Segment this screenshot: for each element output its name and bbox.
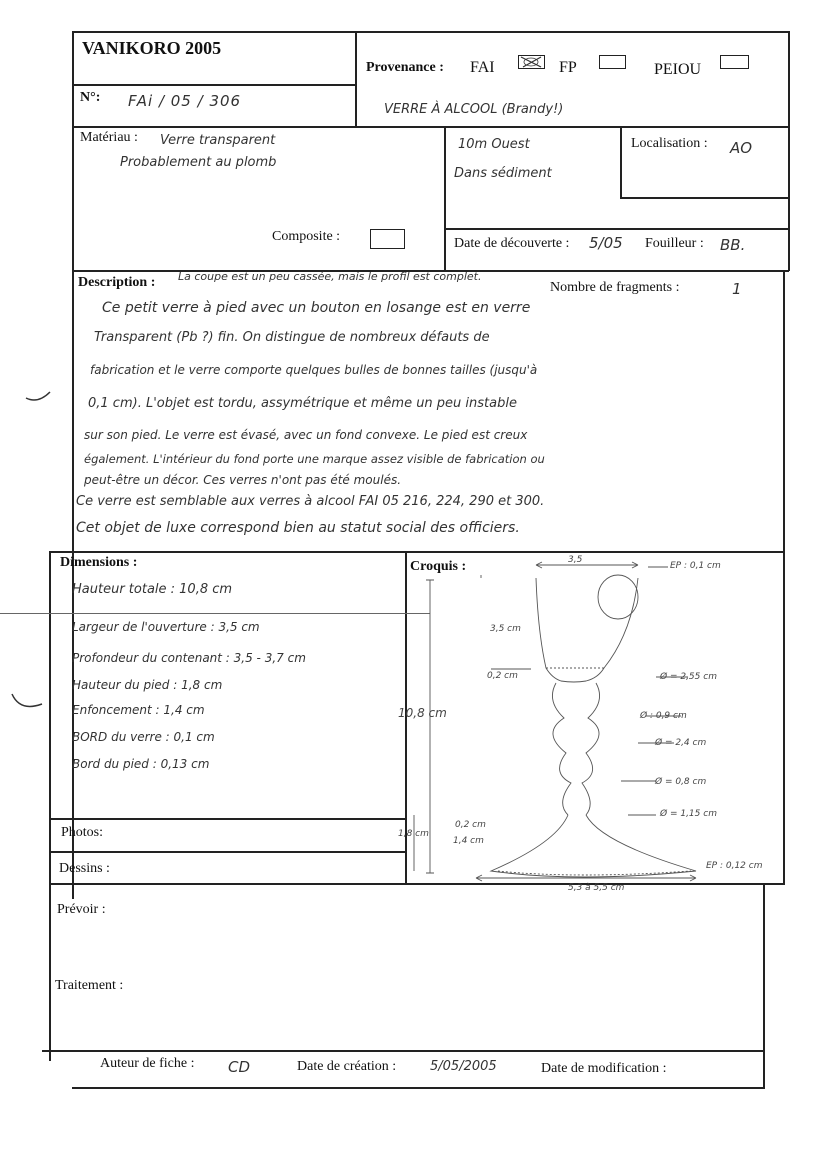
fragments-value: 1 xyxy=(732,280,742,298)
description-line: fabrication et le verre comporte quelques bulles de bonnes tailles (jusqu'à xyxy=(90,363,538,377)
sketch-diam-5: Ø = 1,15 cm xyxy=(660,809,717,819)
dimension-item: Enfoncement : 1,4 cm xyxy=(72,703,205,717)
description-line: sur son pied. Le verre est évasé, avec un fond convexe. Le pied est creux xyxy=(84,428,528,442)
description-line: Cet objet de luxe correspond bien au statut social des officiers. xyxy=(76,520,520,536)
punch-mark-icon xyxy=(8,690,48,720)
prevoir-label: Prévoir : xyxy=(57,902,106,917)
description-line: 0,1 cm). L'objet est tordu, assymétrique et même un peu instable xyxy=(88,396,517,411)
dimension-item: Largeur de l'ouverture : 3,5 cm xyxy=(72,620,260,634)
sketch-diam-2: Ø : 0,9 cm xyxy=(640,711,687,721)
fragments-label: Nombre de fragments : xyxy=(550,280,680,295)
description-line: Ce petit verre à pied avec un bouton en losange est en verre xyxy=(102,300,531,316)
option-fai-checkbox[interactable] xyxy=(518,55,545,69)
auteur-label: Auteur de fiche : xyxy=(100,1056,195,1071)
option-fp-checkbox[interactable] xyxy=(599,55,626,69)
number-label: N°: xyxy=(80,90,101,105)
dimension-item: Hauteur du pied : 1,8 cm xyxy=(72,678,223,692)
punch-mark-icon xyxy=(24,384,54,414)
sketch-ep-foot: EP : 0,12 cm xyxy=(706,861,763,871)
option-fp-label: FP xyxy=(559,59,577,76)
description-line: Transparent (Pb ?) fin. On distingue de nombreux défauts de xyxy=(94,330,490,345)
creation-label: Date de création : xyxy=(297,1059,397,1074)
sketch-foot-width: 5,3 à 5,5 cm xyxy=(568,883,625,893)
dimension-item: Profondeur du contenant : 3,5 - 3,7 cm xyxy=(72,651,306,665)
date-decouverte-label: Date de découverte : xyxy=(454,236,570,251)
number-value: FAi / 05 / 306 xyxy=(128,92,242,110)
form-title: VANIKORO 2005 xyxy=(82,38,222,58)
localisation-label: Localisation : xyxy=(631,136,708,151)
checkmark-icon xyxy=(519,56,544,68)
description-line: Ce verre est semblable aux verres à alcool FAI 05 216, 224, 290 et 300. xyxy=(76,494,545,509)
materiau-line-1: Verre transparent xyxy=(160,133,276,148)
auteur-value: CD xyxy=(228,1058,251,1076)
description-line: également. L'intérieur du fond porte une marque assez visible de fabrication ou xyxy=(84,452,545,466)
materiau-label: Matériau : xyxy=(80,130,138,145)
materiau-line-2: Probablement au plomb xyxy=(120,155,277,170)
sketch-diam-1: Ø = 2,55 cm xyxy=(660,672,717,682)
sketch-diam-3: Ø = 2,4 cm xyxy=(655,738,707,748)
fouilleur-label: Fouilleur : xyxy=(645,236,704,251)
fouilleur-value: BB. xyxy=(720,236,746,254)
creation-value: 5/05/2005 xyxy=(430,1059,497,1074)
composite-label: Composite : xyxy=(272,229,341,244)
sketch-ep-top: EP : 0,1 cm xyxy=(670,561,721,571)
option-peiou-checkbox[interactable] xyxy=(720,55,749,69)
dimension-item: Hauteur totale : 10,8 cm xyxy=(72,582,233,597)
dimension-item: BORD du verre : 0,1 cm xyxy=(72,730,215,744)
object-name: VERRE À ALCOOL (Brandy!) xyxy=(384,102,564,117)
glass-sketch xyxy=(406,553,784,883)
photos-label: Photos: xyxy=(61,825,104,840)
localisation-value: AO xyxy=(730,139,753,157)
sketch-foot-14: 1,4 cm xyxy=(453,836,484,846)
option-fai-label: FAI xyxy=(470,59,495,76)
sketch-small-02: 0,2 cm xyxy=(487,671,518,681)
sketch-foot-02: 0,2 cm xyxy=(455,820,486,830)
contexte-line-2: Dans sédiment xyxy=(454,166,552,181)
traitement-label: Traitement : xyxy=(55,978,124,993)
date-decouverte-value: 5/05 xyxy=(589,234,623,252)
description-label: Description : xyxy=(78,275,156,290)
croquis-label: Croquis : xyxy=(410,559,467,574)
dimensions-label: Dimensions : xyxy=(60,555,138,570)
sketch-diam-4: Ø = 0,8 cm xyxy=(655,777,707,787)
sketch-cup-height: 3,5 cm xyxy=(490,624,521,634)
sketch-top-width: 3,5 xyxy=(568,555,583,565)
modification-label: Date de modification : xyxy=(541,1061,667,1076)
provenance-label: Provenance : xyxy=(366,60,444,75)
sketch-total-height: 10,8 cm xyxy=(398,706,447,720)
description-line: peut-être un décor. Ces verres n'ont pas été moulés. xyxy=(84,473,402,487)
description-first-line: La coupe est un peu cassée, mais le profil est complet. xyxy=(178,270,482,283)
contexte-line-1: 10m Ouest xyxy=(458,137,530,152)
dimension-item: Bord du pied : 0,13 cm xyxy=(72,757,210,771)
option-peiou-label: PEIOU xyxy=(654,61,702,78)
composite-checkbox[interactable] xyxy=(370,229,405,249)
dessins-label: Dessins : xyxy=(59,861,110,876)
sketch-foot-18: 1,8 cm xyxy=(398,829,429,839)
